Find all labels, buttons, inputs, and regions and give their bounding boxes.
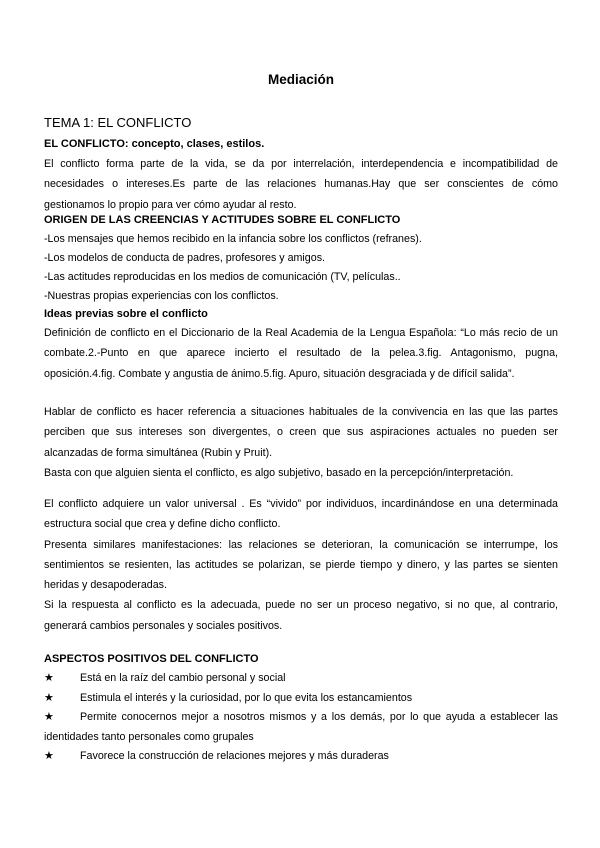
bullet-item (44, 689, 558, 709)
definition-text: Definición de conflicto en el Diccionario de la Real Academia de la Lengua Española: “Lo más recio de un combate.2.-Punto en que aparece incierto el resultado de la pelea.3.fig. Antagonismo, pugna, oposición.4.fig. Combate y angustia de ánimo.5.fig. Apuro, situación desgraciada y de difícil salida”. (44, 327, 558, 380)
section-origen (44, 212, 558, 306)
bullet-item (44, 669, 558, 689)
section-concepto (44, 136, 558, 215)
bullet-text: Estimula el interés y la curiosidad, por lo que evita los estancamientos (80, 691, 413, 704)
paragraph: Presenta similares manifestaciones: las relaciones se deterioran, la comunicación se interrumpe, los sentimientos se resienten, las actitudes se polarizan, se pierde tiempo y dinero, y las partes se sienten heridas y desapoderadas. (44, 538, 558, 592)
section-ideas (44, 306, 558, 384)
list-item: -Nuestras propias experiencias con los conflictos. (44, 290, 279, 302)
bullet-text: Está en la raíz del cambio personal y social (80, 672, 286, 684)
bullet-item (44, 708, 558, 747)
tema-heading: TEMA 1: EL CONFLICTO (44, 115, 192, 130)
section-aspectos (44, 651, 558, 767)
bullet-text: Favorece la construcción de relaciones mejores y más duraderas (80, 750, 389, 762)
star-icon: ★ (44, 750, 54, 762)
star-icon: ★ (44, 672, 54, 684)
paragraph: El conflicto adquiere un valor universal . Es “vivido” por individuos, incardinándose en una determinada estructura social que crea y define dicho conflicto. (44, 498, 558, 531)
list-item: -Las actitudes reproducidas en los medios de comunicación (TV, películas.. (44, 271, 401, 283)
section-aspectos-heading: ASPECTOS POSITIVOS DEL CONFLICTO (44, 653, 259, 665)
list-item: -Los modelos de conducta de padres, profesores y amigos. (44, 252, 326, 264)
document-title: Mediación (267, 72, 334, 87)
ideas-paragraphs-a (44, 402, 558, 483)
paragraph: Basta con que alguien sienta el conflicto, es algo subjetivo, basado en la percepción/interpretación. (44, 466, 514, 479)
section-concepto-text: El conflicto forma parte de la vida, se da por interrelación, interdependencia e incompatibilidad de necesidades o intereses.Es parte de las relaciones humanas.Hay que ser conscientes de cómo gestionamos lo propio para ver cómo ayudar al resto. (44, 158, 558, 211)
list-item: -Los mensajes que hemos recibido en la infancia sobre los conflictos (refranes). (44, 233, 422, 245)
bullet-item (44, 747, 558, 767)
ideas-paragraphs-b (44, 494, 558, 636)
section-origen-heading: ORIGEN DE LAS CREENCIAS Y ACTITUDES SOBRE EL CONFLICTO (44, 214, 401, 226)
paragraph: Si la respuesta al conflicto es la adecuada, puede no ser un proceso negativo, si no que, al contrario, generará cambios personales y sociales positivos. (44, 599, 558, 632)
paragraph: Hablar de conflicto es hacer referencia a situaciones habituales de la convivencia en las que las partes perciben que sus intereses son divergentes, o creen que sus aspiraciones actuales no pueden ser alcanzadas de forma simultánea (Rubin y Pruit). (44, 406, 558, 459)
star-icon: ★ (44, 691, 54, 704)
bullet-text: Permite conocernos mejor a nosotros mismos y a los demás, por lo que ayuda a establecer las identidades tanto personales como grupales (44, 711, 558, 743)
section-concepto-heading: EL CONFLICTO: concepto, clases, estilos. (44, 138, 265, 150)
star-icon: ★ (44, 711, 54, 723)
section-ideas-heading: Ideas previas sobre el conflicto (44, 308, 208, 320)
